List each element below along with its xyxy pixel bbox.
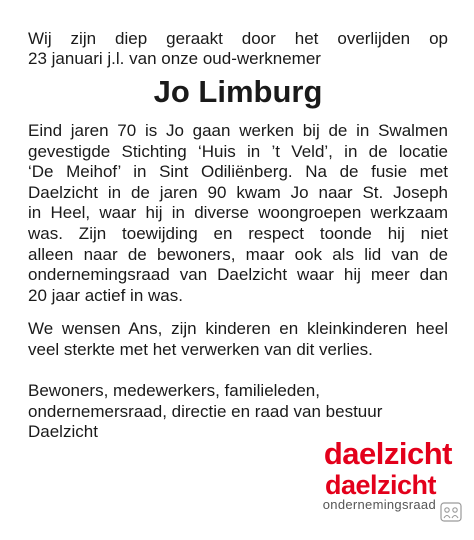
- tribute-line: in Heel, waar hij in diverse woongroepen werkzaam: [28, 203, 448, 223]
- signature-line: Daelzicht: [28, 422, 98, 442]
- daelzicht-ondernemingsraad-logo: daelzicht: [324, 470, 436, 500]
- tribute-line: gevestigde Stichting ‘Huis in ’t Veld’, in de locatie: [28, 141, 448, 161]
- condolence-line: veel sterkte met het verwerken van dit verlies.: [28, 339, 373, 359]
- tribute-line: Daelzicht in de jaren 90 kwam Jo naar St. Joseph: [28, 182, 448, 202]
- intro-line: 23 januari j.l. van onze oud-werknemer: [28, 49, 321, 68]
- tribute-line: ‘De Meihof’ in Sint Odiliënberg. Na de fusie met: [28, 162, 448, 182]
- publisher-mark-icon: [440, 502, 462, 522]
- condolence-paragraph: [28, 319, 448, 360]
- signature-line: ondernemersraad, directie en raad van bestuur: [28, 401, 383, 421]
- tribute-line: alleen naar de bewoners, maar ook als lid van de: [28, 244, 448, 264]
- signature-line: Bewoners, medewerkers, familieleden,: [28, 381, 320, 400]
- tribute-line: 20 jaar actief in was.: [28, 285, 183, 305]
- tribute-line: Eind jaren 70 is Jo gaan werken bij de in Swalmen: [28, 121, 448, 140]
- signature-block: [28, 381, 448, 443]
- tribute-line: ondernemingsraad van Daelzicht waar hij meer dan: [28, 265, 448, 285]
- intro-line: Wij zijn diep geraakt door het overlijden op: [28, 29, 448, 48]
- condolence-line: We wensen Ans, zijn kinderen en kleinkinderen heel: [28, 319, 448, 338]
- ondernemingsraad-subtitle: ondernemingsraad: [322, 497, 436, 512]
- tribute-paragraph: [28, 121, 448, 306]
- tribute-line: was. Zijn toewijding en respect toonde hij niet: [28, 223, 448, 243]
- deceased-name: Jo Limburg: [153, 74, 323, 109]
- daelzicht-logo: daelzicht: [323, 436, 452, 471]
- intro-text: [28, 29, 448, 69]
